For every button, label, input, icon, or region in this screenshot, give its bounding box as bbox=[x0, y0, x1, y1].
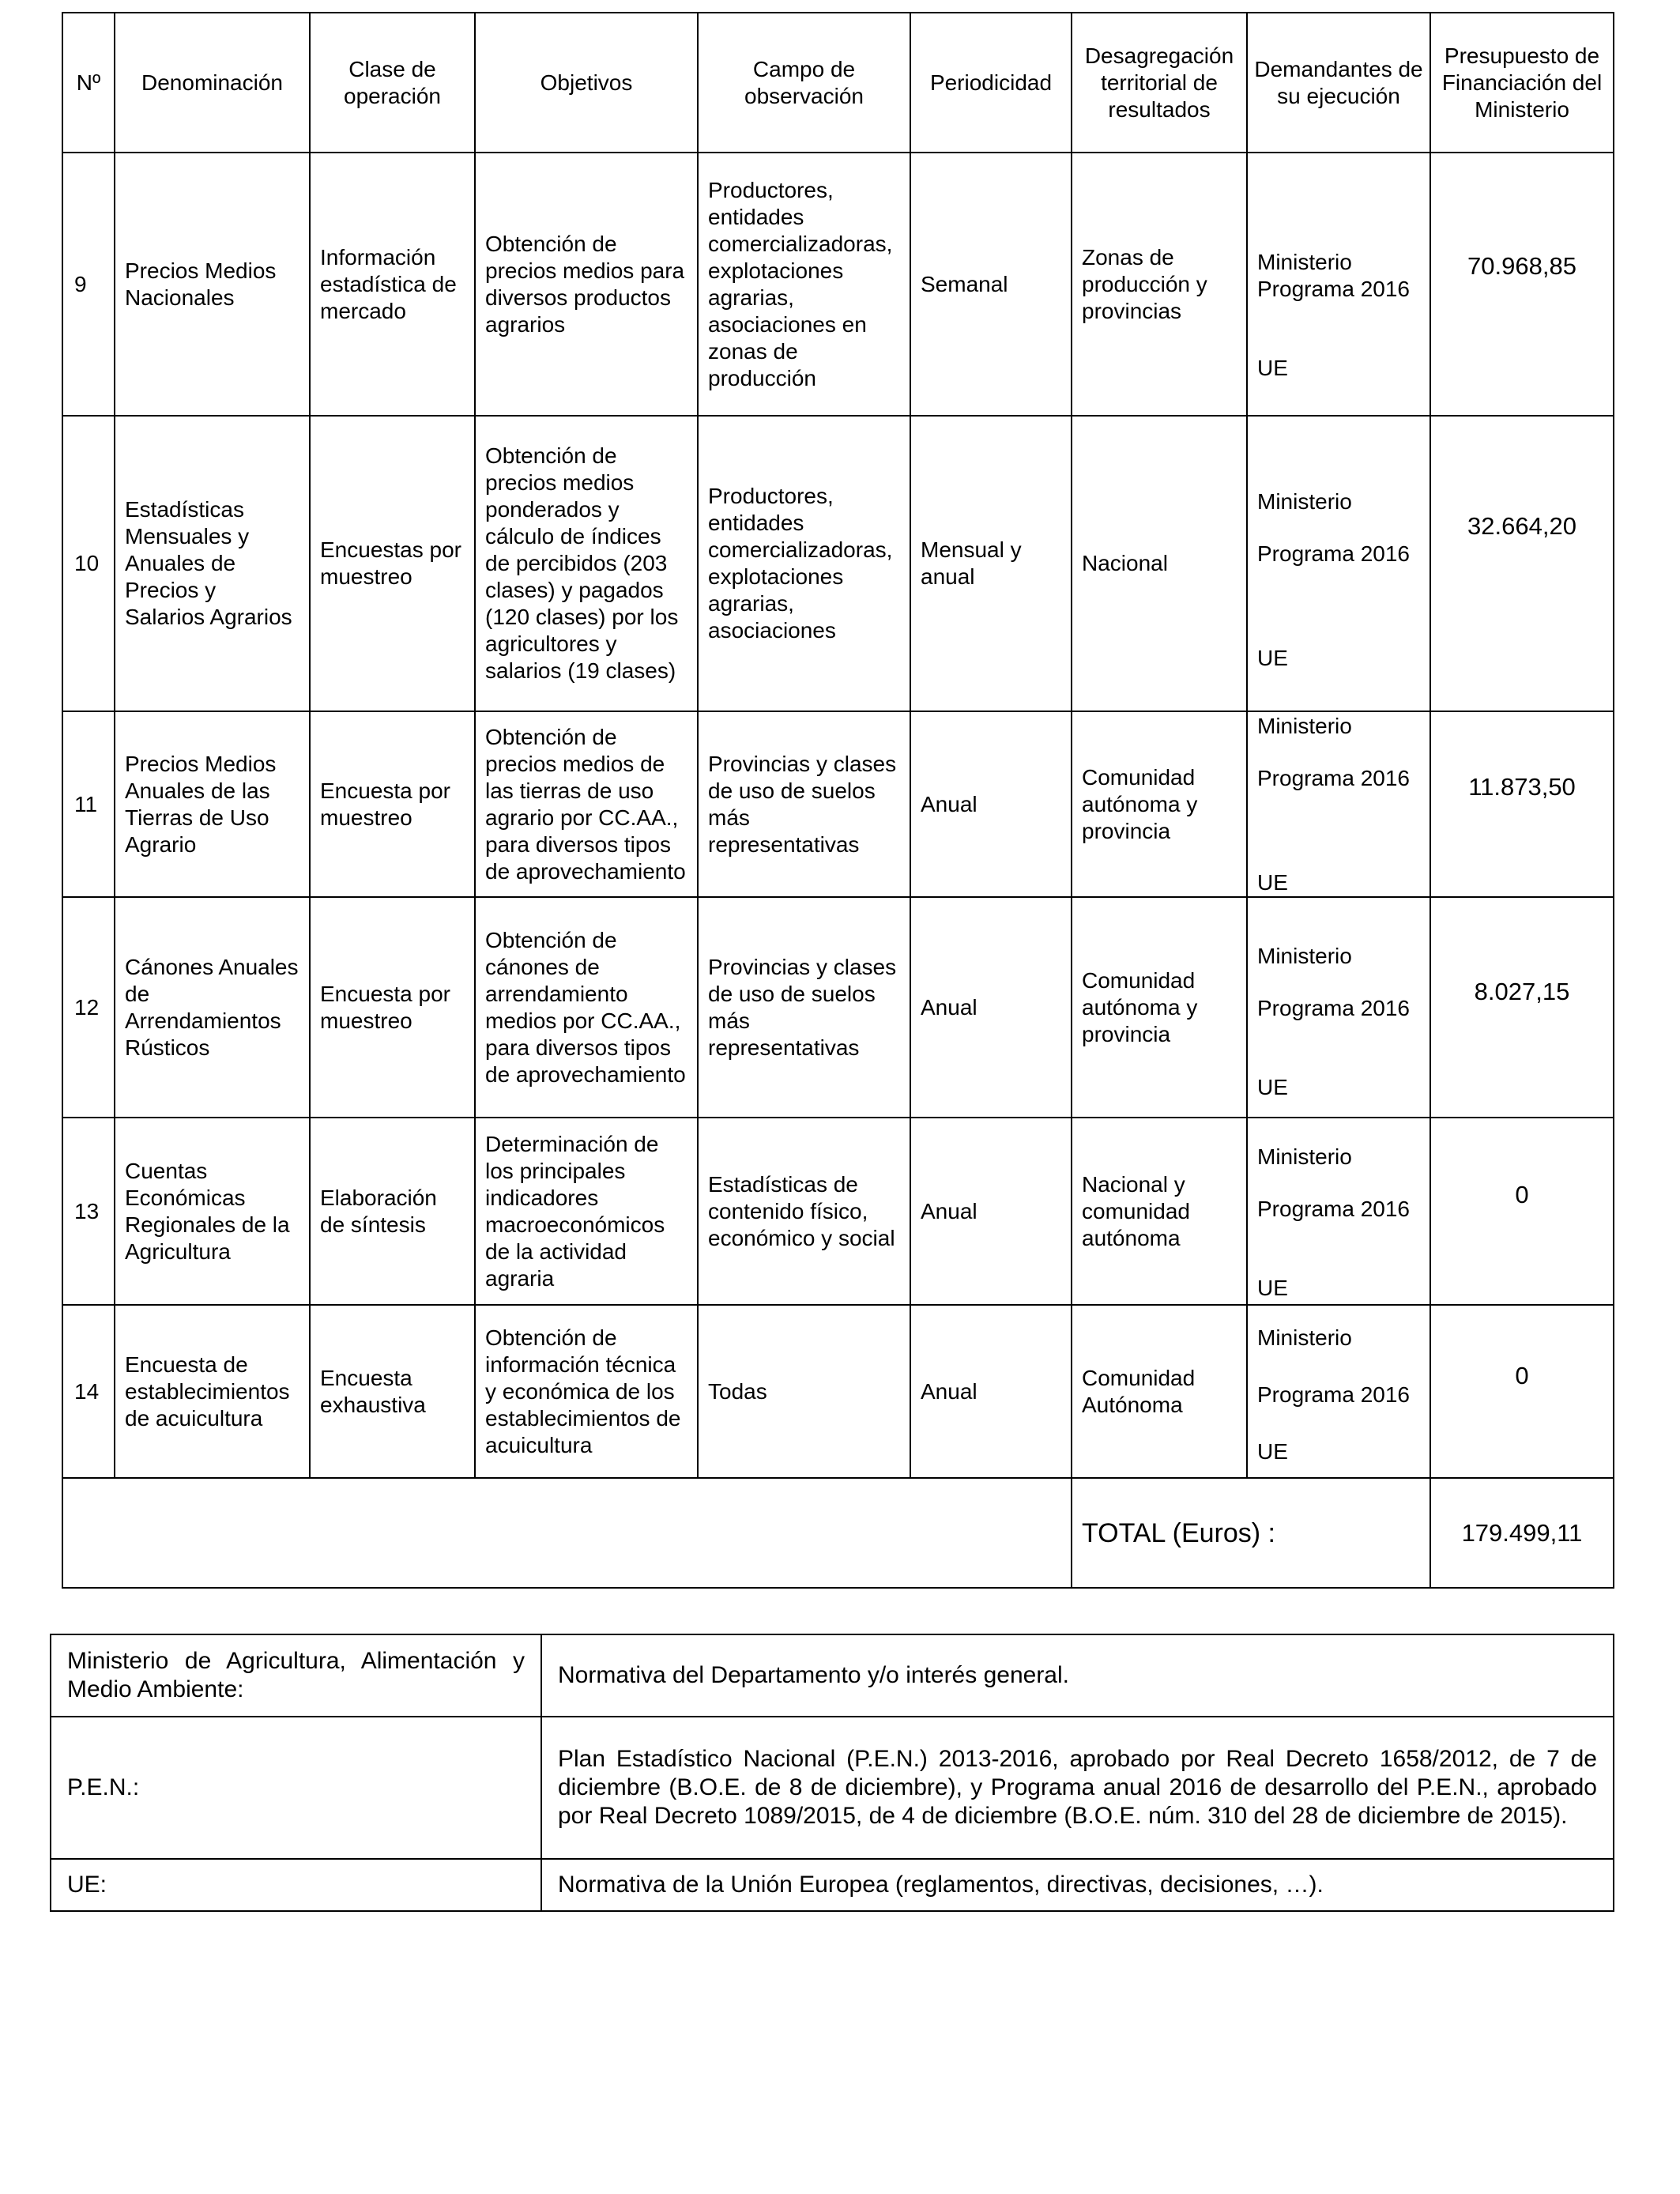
demandante-ue: UE bbox=[1257, 1074, 1288, 1099]
row-desagregacion: Comunidad autónoma y provincia bbox=[1072, 711, 1247, 897]
demandante-programa: Programa 2016 bbox=[1257, 1196, 1411, 1221]
demandante-ministerio: Ministerio bbox=[1257, 1325, 1352, 1350]
row-demandantes bbox=[1247, 1118, 1430, 1305]
row-no: 11 bbox=[62, 711, 115, 897]
row-periodicidad: Anual bbox=[910, 1305, 1072, 1478]
demandante-ue: UE bbox=[1257, 869, 1288, 895]
demandante-ue: UE bbox=[1257, 646, 1288, 670]
row-clase: Encuesta por muestreo bbox=[310, 897, 475, 1118]
demandante-ministerio: Ministerio bbox=[1257, 713, 1352, 738]
demandante-ministerio: Ministerio bbox=[1257, 1144, 1352, 1169]
legend-value: Plan Estadístico Nacional (P.E.N.) 2013-2016, aprobado por Real Decreto 1658/2012, de 7 de diciembre (B.O.E. de 8 de diciembre), y Programa anual 2016 de desarrollo del P.E.N., aprobado por Real Decreto 1089/2015, de 4 de diciembre (B.O.E. núm. 310 del 28 de diciembre de 2015). bbox=[541, 1717, 1614, 1859]
row-campo: Productores, entidades comercializadoras, explotaciones agrarias, asociaciones en zonas de producción bbox=[698, 153, 910, 416]
total-value: 179.499,11 bbox=[1430, 1478, 1614, 1588]
demandante-ue: UE bbox=[1257, 1438, 1288, 1464]
row-presupuesto: 32.664,20 bbox=[1430, 416, 1614, 711]
header-desagregacion: Desagregación territorial de resultados bbox=[1072, 13, 1247, 153]
table-row bbox=[62, 897, 1614, 1118]
row-demandantes bbox=[1247, 897, 1430, 1118]
demandante-programa: Programa 2016 bbox=[1257, 1382, 1411, 1407]
row-denominacion: Estadísticas Mensuales y Anuales de Precios y Salarios Agrarios bbox=[115, 416, 310, 711]
row-desagregacion: Comunidad Autónoma bbox=[1072, 1305, 1247, 1478]
row-objetivos: Obtención de precios medios ponderados y cálculo de índices de percibidos (203 clases) y pagados (120 clases) por los agricultores y salarios (19 clases) bbox=[475, 416, 698, 711]
row-campo: Provincias y clases de uso de suelos más representativas bbox=[698, 711, 910, 897]
legend-key: Ministerio de Agricultura, Alimentación y Medio Ambiente: bbox=[51, 1634, 541, 1717]
total-label: TOTAL (Euros) : bbox=[1072, 1478, 1430, 1588]
row-objetivos: Obtención de cánones de arrendamiento medios por CC.AA., para diversos tipos de aprovechamiento bbox=[475, 897, 698, 1118]
demandante-ue: UE bbox=[1257, 355, 1288, 380]
row-campo: Estadísticas de contenido físico, económico y social bbox=[698, 1118, 910, 1305]
table-row bbox=[62, 416, 1614, 711]
row-clase: Encuestas por muestreo bbox=[310, 416, 475, 711]
row-no: 9 bbox=[62, 153, 115, 416]
legend-key: P.E.N.: bbox=[51, 1717, 541, 1859]
legend-row bbox=[51, 1859, 1614, 1911]
row-denominacion: Precios Medios Anuales de las Tierras de Uso Agrario bbox=[115, 711, 310, 897]
legend-table bbox=[50, 1634, 1614, 1912]
row-demandantes bbox=[1247, 1305, 1430, 1478]
row-presupuesto: 11.873,50 bbox=[1430, 711, 1614, 897]
row-desagregacion: Nacional y comunidad autónoma bbox=[1072, 1118, 1247, 1305]
row-clase: Encuesta por muestreo bbox=[310, 711, 475, 897]
table-row bbox=[62, 153, 1614, 416]
legend-value: Normativa de la Unión Europea (reglamentos, directivas, decisiones, …). bbox=[541, 1859, 1614, 1911]
header-periodicidad: Periodicidad bbox=[910, 13, 1072, 153]
row-periodicidad: Mensual y anual bbox=[910, 416, 1072, 711]
legend-row bbox=[51, 1717, 1614, 1859]
header-objetivos: Objetivos bbox=[475, 13, 698, 153]
row-no: 10 bbox=[62, 416, 115, 711]
demandante-ministerio: Ministerio bbox=[1257, 489, 1352, 514]
row-denominacion: Encuesta de establecimientos de acuicultura bbox=[115, 1305, 310, 1478]
row-campo: Todas bbox=[698, 1305, 910, 1478]
operations-table bbox=[62, 12, 1614, 1589]
demandante-ministerio: Ministerio bbox=[1257, 249, 1352, 274]
demandante-programa: Programa 2016 bbox=[1257, 765, 1411, 790]
row-clase: Información estadística de mercado bbox=[310, 153, 475, 416]
row-denominacion: Cánones Anuales de Arrendamientos Rústicos bbox=[115, 897, 310, 1118]
row-periodicidad: Anual bbox=[910, 1118, 1072, 1305]
row-desagregacion: Zonas de producción y provincias bbox=[1072, 153, 1247, 416]
demandante-ministerio: Ministerio bbox=[1257, 943, 1352, 968]
table-row bbox=[62, 1118, 1614, 1305]
row-clase: Encuesta exhaustiva bbox=[310, 1305, 475, 1478]
table-header-row bbox=[62, 13, 1614, 153]
row-desagregacion: Nacional bbox=[1072, 416, 1247, 711]
demandante-programa: Programa 2016 bbox=[1257, 541, 1411, 566]
row-objetivos: Obtención de precios medios de las tierras de uso agrario por CC.AA., para diversos tipos de aprovechamiento bbox=[475, 711, 698, 897]
row-objetivos: Obtención de información técnica y económica de los establecimientos de acuicultura bbox=[475, 1305, 698, 1478]
table-row bbox=[62, 1305, 1614, 1478]
row-objetivos: Determinación de los principales indicadores macroeconómicos de la actividad agraria bbox=[475, 1118, 698, 1305]
header-no: Nº bbox=[62, 13, 115, 153]
legend-value: Normativa del Departamento y/o interés general. bbox=[541, 1634, 1614, 1717]
row-denominacion: Cuentas Económicas Regionales de la Agricultura bbox=[115, 1118, 310, 1305]
header-clase: Clase de operación bbox=[310, 13, 475, 153]
row-presupuesto: 70.968,85 bbox=[1430, 153, 1614, 416]
row-presupuesto: 0 bbox=[1430, 1118, 1614, 1305]
row-periodicidad: Anual bbox=[910, 897, 1072, 1118]
header-demandantes: Demandantes de su ejecución bbox=[1247, 13, 1430, 153]
header-denominacion: Denominación bbox=[115, 13, 310, 153]
row-clase: Elaboración de síntesis bbox=[310, 1118, 475, 1305]
row-periodicidad: Anual bbox=[910, 711, 1072, 897]
row-objetivos: Obtención de precios medios para diversos productos agrarios bbox=[475, 153, 698, 416]
demandante-programa: Programa 2016 bbox=[1257, 276, 1411, 301]
row-no: 14 bbox=[62, 1305, 115, 1478]
row-no: 12 bbox=[62, 897, 115, 1118]
demandante-ue: UE bbox=[1257, 1275, 1288, 1300]
row-demandantes bbox=[1247, 153, 1430, 416]
row-campo: Productores, entidades comercializadoras, explotaciones agrarias, asociaciones bbox=[698, 416, 910, 711]
row-presupuesto: 0 bbox=[1430, 1305, 1614, 1478]
row-no: 13 bbox=[62, 1118, 115, 1305]
row-desagregacion: Comunidad autónoma y provincia bbox=[1072, 897, 1247, 1118]
row-periodicidad: Semanal bbox=[910, 153, 1072, 416]
demandante-programa: Programa 2016 bbox=[1257, 995, 1411, 1020]
legend-row bbox=[51, 1634, 1614, 1717]
table-row bbox=[62, 711, 1614, 897]
row-demandantes bbox=[1247, 416, 1430, 711]
header-presupuesto: Presupuesto de Financiación del Ministerio bbox=[1430, 13, 1614, 153]
row-campo: Provincias y clases de uso de suelos más representativas bbox=[698, 897, 910, 1118]
total-row bbox=[62, 1478, 1614, 1588]
total-spacer bbox=[62, 1478, 1072, 1588]
row-presupuesto: 8.027,15 bbox=[1430, 897, 1614, 1118]
header-campo: Campo de observación bbox=[698, 13, 910, 153]
legend-key: UE: bbox=[51, 1859, 541, 1911]
row-demandantes bbox=[1247, 711, 1430, 897]
row-denominacion: Precios Medios Nacionales bbox=[115, 153, 310, 416]
